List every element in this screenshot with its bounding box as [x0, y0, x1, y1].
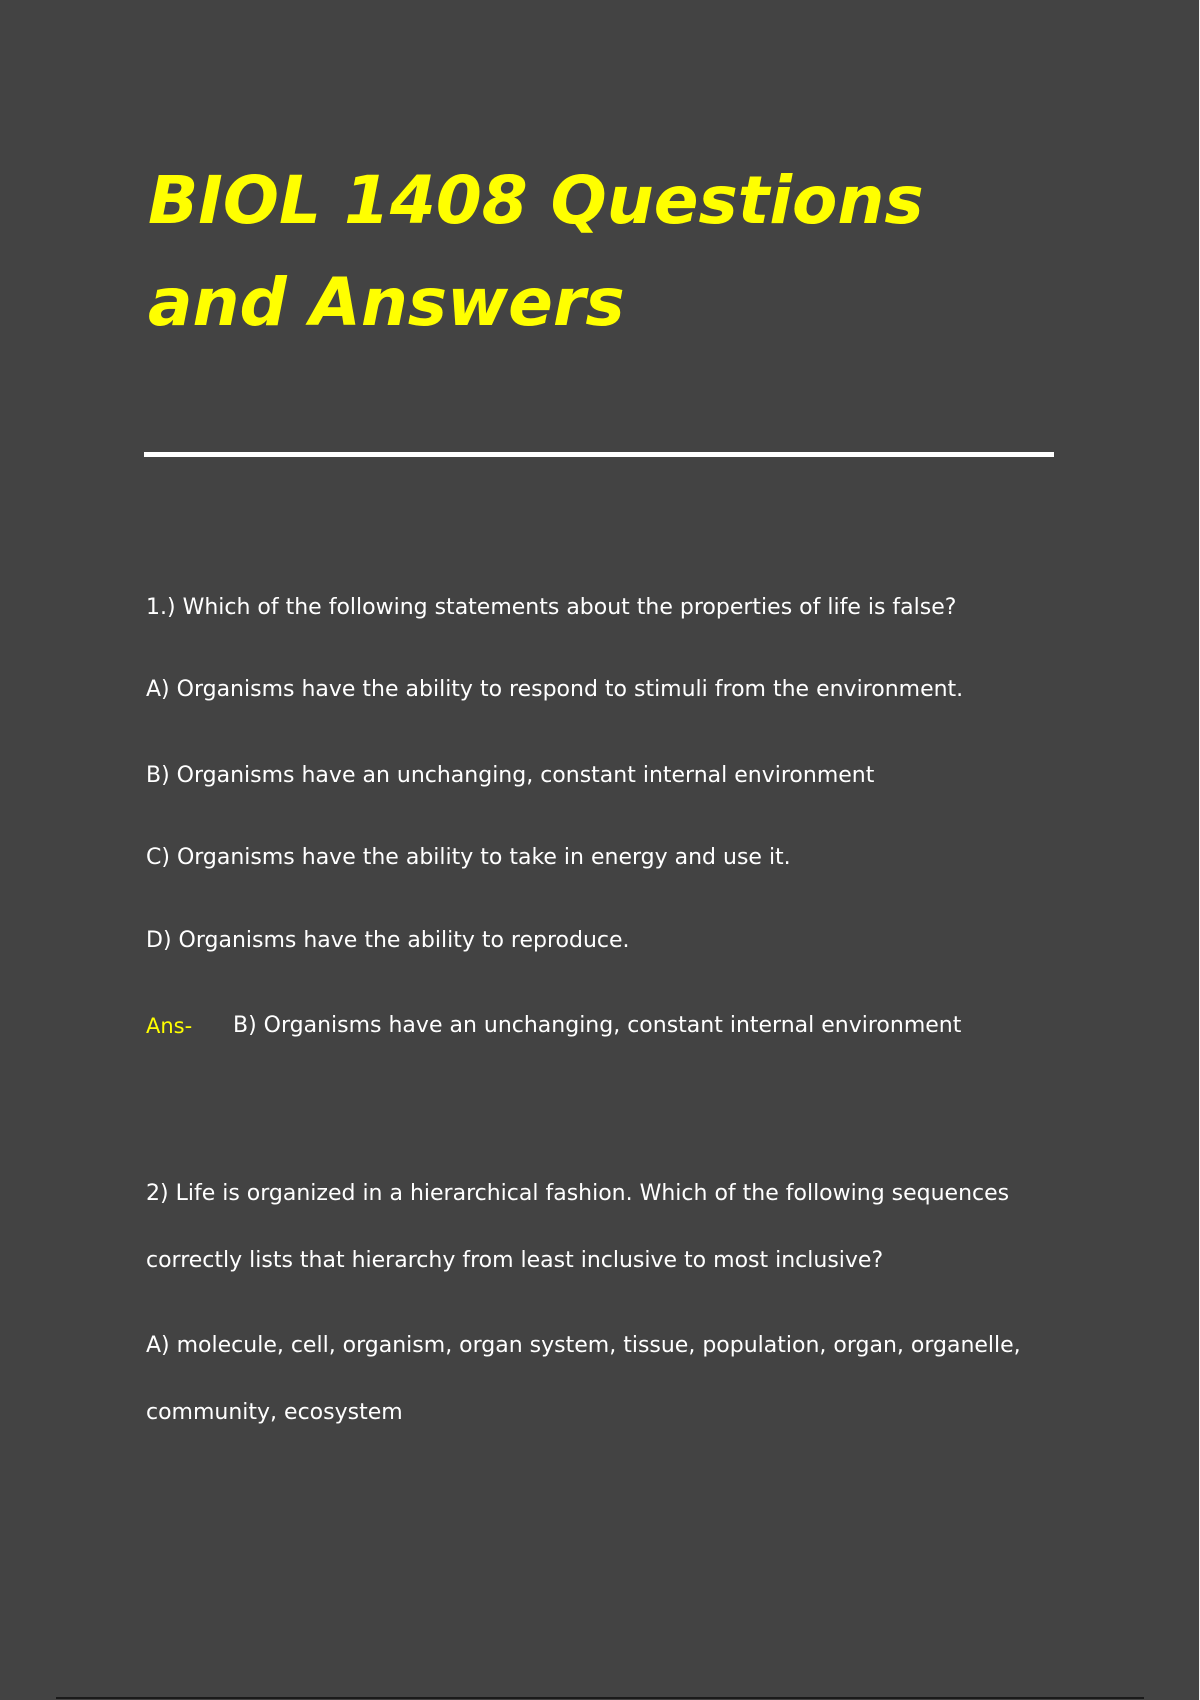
- question-1-answer-label: Ans-: [146, 1014, 193, 1038]
- question-1-prompt: 1.) Which of the following statements about the properties of life is false?: [146, 595, 957, 620]
- question-1-option-c: C) Organisms have the ability to take in energy and use it.: [146, 845, 791, 870]
- question-2-prompt-line-1: 2) Life is organized in a hierarchical fashion. Which of the following sequences: [146, 1181, 1010, 1206]
- question-1-option-a: A) Organisms have the ability to respond to stimuli from the environment.: [146, 677, 964, 702]
- question-1-answer-text: B) Organisms have an unchanging, constant internal environment: [233, 1013, 962, 1038]
- question-2-option-a-line-2: community, ecosystem: [146, 1400, 403, 1425]
- question-1-option-b: B) Organisms have an unchanging, constant internal environment: [146, 763, 875, 788]
- page-bottom-divider: [56, 1697, 1144, 1699]
- title-divider: [144, 452, 1054, 457]
- question-2-option-a-line-1: A) molecule, cell, organism, organ system, tissue, population, organ, organelle,: [146, 1333, 1021, 1358]
- document-title: BIOL 1408 Questions and Answers: [148, 162, 924, 341]
- question-2-prompt-line-2: correctly lists that hierarchy from least inclusive to most inclusive?: [146, 1248, 884, 1273]
- question-1-option-d: D) Organisms have the ability to reproduce.: [146, 928, 630, 953]
